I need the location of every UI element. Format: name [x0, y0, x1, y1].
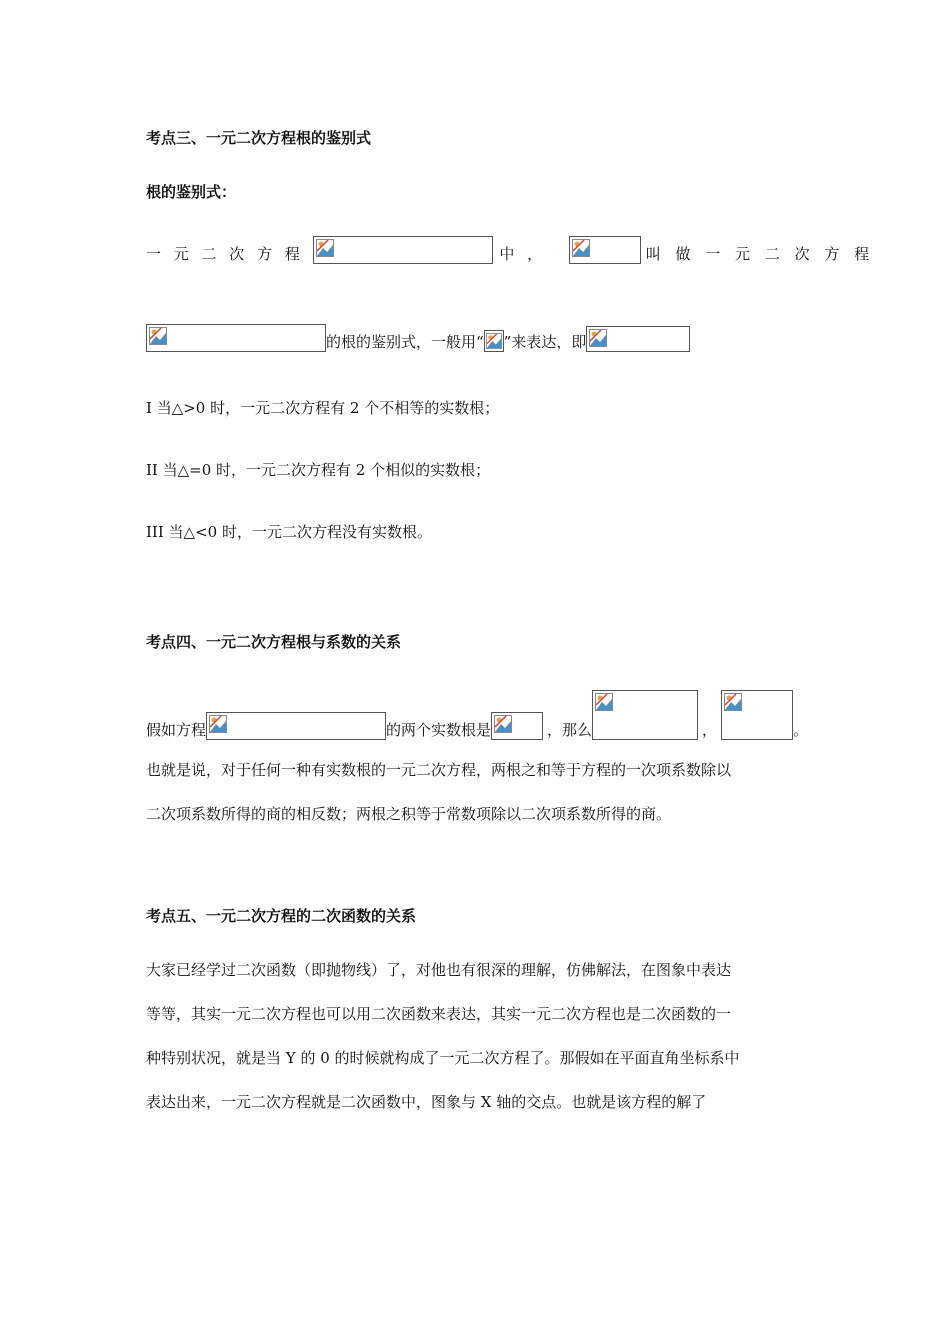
section4-title: 考点四、一元二次方程根与系数的关系: [146, 633, 402, 651]
roots-image: [491, 712, 543, 740]
section4-line1: [146, 690, 808, 740]
s4-text-b: 的两个实数根是: [386, 721, 492, 739]
equation-image: [313, 236, 493, 264]
product-of-roots-image: [721, 690, 793, 740]
broken-image-icon: [316, 239, 334, 257]
section3-subtitle: 根的鉴别式：: [146, 183, 237, 201]
broken-image-icon: [494, 715, 512, 733]
case-less-than-zero: III 当△<0 时，一元二次方程没有实数根。: [146, 523, 432, 541]
broken-image-icon: [149, 327, 167, 345]
broken-image-icon: [589, 329, 607, 347]
equation-image: [146, 324, 326, 352]
section5-paragraph-2: 等等，其实一元二次方程也可以用二次函数来表达，其实一元二次方程也是二次函数的一: [146, 1005, 732, 1023]
s4-text-d: ，: [702, 721, 718, 739]
section3-title: 考点三、一元二次方程根的鉴别式: [146, 129, 372, 147]
equation-image: [206, 712, 386, 740]
line1-text-a: 一 元 二 次 方 程: [146, 245, 304, 263]
line2-text-a: 的根的鉴别式，一般用“: [326, 333, 484, 351]
broken-image-icon: [486, 333, 502, 349]
section4-paragraph-2: 二次项系数所得的商的相反数；两根之积等于常数项除以二次项系数所得的商。: [146, 805, 672, 823]
broken-image-icon: [209, 715, 227, 733]
section3-line1: [146, 236, 875, 264]
broken-image-icon: [724, 693, 742, 711]
line1-text-c: 叫 做 一 元 二 次 方 程: [645, 245, 875, 263]
delta-definition-image: [586, 326, 690, 352]
s4-text-a: 假如方程: [146, 721, 207, 739]
broken-image-icon: [595, 693, 613, 711]
discriminant-expression-image: [569, 236, 641, 264]
s4-text-c: ，那么: [547, 721, 593, 739]
section5-paragraph-4: 表达出来，一元二次方程就是二次函数中，图象与 X 轴的交点。也就是该方程的解了: [146, 1093, 707, 1111]
broken-image-icon: [572, 239, 590, 257]
sum-of-roots-image: [592, 690, 698, 740]
line2-text-b: ”来表达，即: [503, 333, 587, 351]
section3-line2: [146, 324, 690, 352]
case-equal-zero: II 当△=0 时，一元二次方程有 2 个相似的实数根；: [146, 461, 491, 479]
line1-text-b: 中 ，: [499, 245, 547, 263]
section5-paragraph-3: 种特别状况，就是当 Y 的 0 的时候就构成了一元二次方程了。那假如在平面直角坐标系中: [146, 1049, 740, 1067]
delta-symbol-image: [484, 330, 504, 352]
case-greater-than-zero: I 当△>0 时，一元二次方程有 2 个不相等的实数根；: [146, 399, 500, 417]
s4-text-e: 。: [793, 721, 809, 739]
section5-paragraph-1: 大家已经学过二次函数（即抛物线）了，对他也有很深的理解，仿佛解法，在图象中表达: [146, 961, 732, 979]
section5-title: 考点五、一元二次方程的二次函数的关系: [146, 907, 417, 925]
section4-paragraph-1: 也就是说，对于任何一种有实数根的一元二次方程，两根之和等于方程的一次项系数除以: [146, 761, 732, 779]
